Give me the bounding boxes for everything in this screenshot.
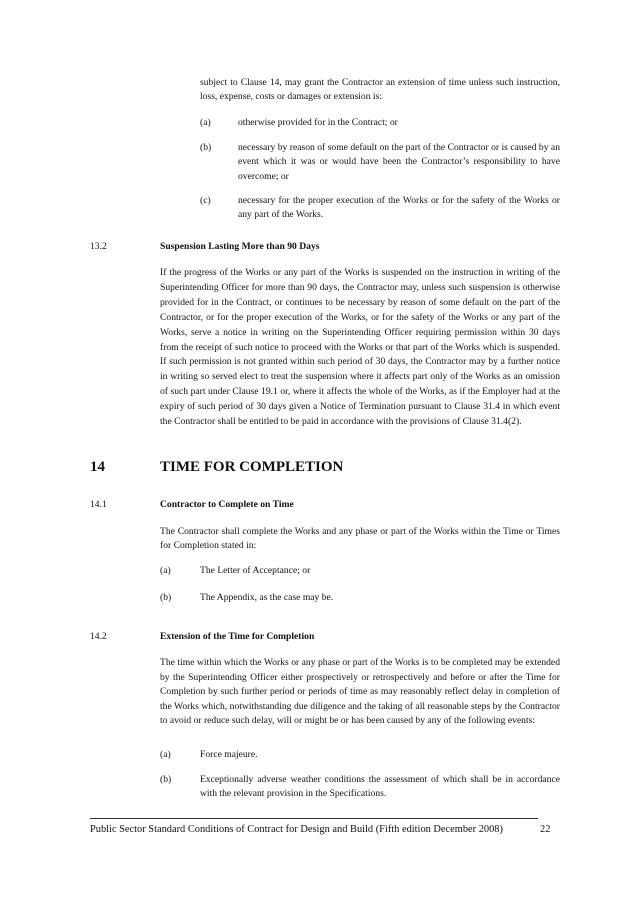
clause-title: Extension of the Time for Completion <box>160 631 315 642</box>
clause-body: The time within which the Works or any phase or part of the Works is to be completed may be extended by the Superintending Officer either prospectively or retrospectively and before or after the Time for Completion by such further period or periods of time as may reasonably reflect delay in completion of the Works which, notwithstanding due diligence and the taking of all reasonable steps by the Contractor to avoid or reduce such delay, will or might be or has been caused by any of the following events: <box>160 657 560 727</box>
item-text: necessary for the proper execution of the Works or for the safety of the Works or any part of the Works. <box>238 195 560 221</box>
clause-number: 13.2 <box>90 241 107 252</box>
item-text: Force majeure. <box>200 749 258 760</box>
item-text: The Letter of Acceptance; or <box>200 565 311 576</box>
item-label: (a) <box>160 749 171 760</box>
item-text: otherwise provided for in the Contract; or <box>238 117 398 128</box>
clause-title: Contractor to Complete on Time <box>160 499 294 510</box>
footer-rule <box>90 818 538 819</box>
footer-text: Public Sector Standard Conditions of Contract for Design and Build (Fifth edition December 2008) <box>90 824 503 835</box>
clause-body: The Contractor shall complete the Works and any phase or part of the Works within the Time or Times for Completion stated in: <box>160 526 560 552</box>
clause-number: 14.1 <box>90 499 107 510</box>
clause-body: If the progress of the Works or any part of the Works is suspended on the instruction in writing of the Superintending Officer for more than 90 days, the Contractor may, unless such suspension is otherwise provided for in the Contract, or continues to be necessary by reason of some default on the part of the Contractor, or for the proper execution of the Works, or for the safety of the Works or any part of the Works, serve a notice in writing on the Superintending Officer requiring permission within 30 days from the receipt of such notice to proceed with the Works or that part of the Works which is suspended. If such permission is not granted within such period of 30 days, the Contractor may by a further notice in writing so served elect to treat the suspension where it affects part only of the Works as an omission of such part under Clause 19.1 or, where it affects the whole of the Works, as if the Employer had at the expiry of such period of 30 days given a Notice of Termination pursuant to Clause 31.4 in which event the Contractor shall be entitled to be paid in accordance with the provisions of Clause 31.4(2). <box>160 267 560 428</box>
item-label: (b) <box>200 142 212 153</box>
item-label: (b) <box>160 592 172 603</box>
item-label: (a) <box>200 117 211 128</box>
section-title: TIME FOR COMPLETION <box>160 459 344 475</box>
item-text: The Appendix, as the case may be. <box>200 592 334 603</box>
section-number: 14 <box>90 459 105 475</box>
clause-title: Suspension Lasting More than 90 Days <box>160 241 320 252</box>
item-label: (c) <box>200 195 211 206</box>
page-number: 22 <box>540 824 551 835</box>
item-text: Exceptionally adverse weather conditions the assessment of which shall be in accordance with the relevant provision in the Specifications. <box>200 774 560 800</box>
item-label: (b) <box>160 774 172 785</box>
item-label: (a) <box>160 565 171 576</box>
clause-13-1-continuation-intro: subject to Clause 14, may grant the Contractor an extension of time unless such instruction, loss, expense, costs or damages or extension is: <box>200 77 560 103</box>
item-text: necessary by reason of some default on the part of the Contractor or is caused by an event which it was or would have been the Contractor’s responsibility to have overcome; or <box>238 142 560 182</box>
clause-number: 14.2 <box>90 631 107 642</box>
